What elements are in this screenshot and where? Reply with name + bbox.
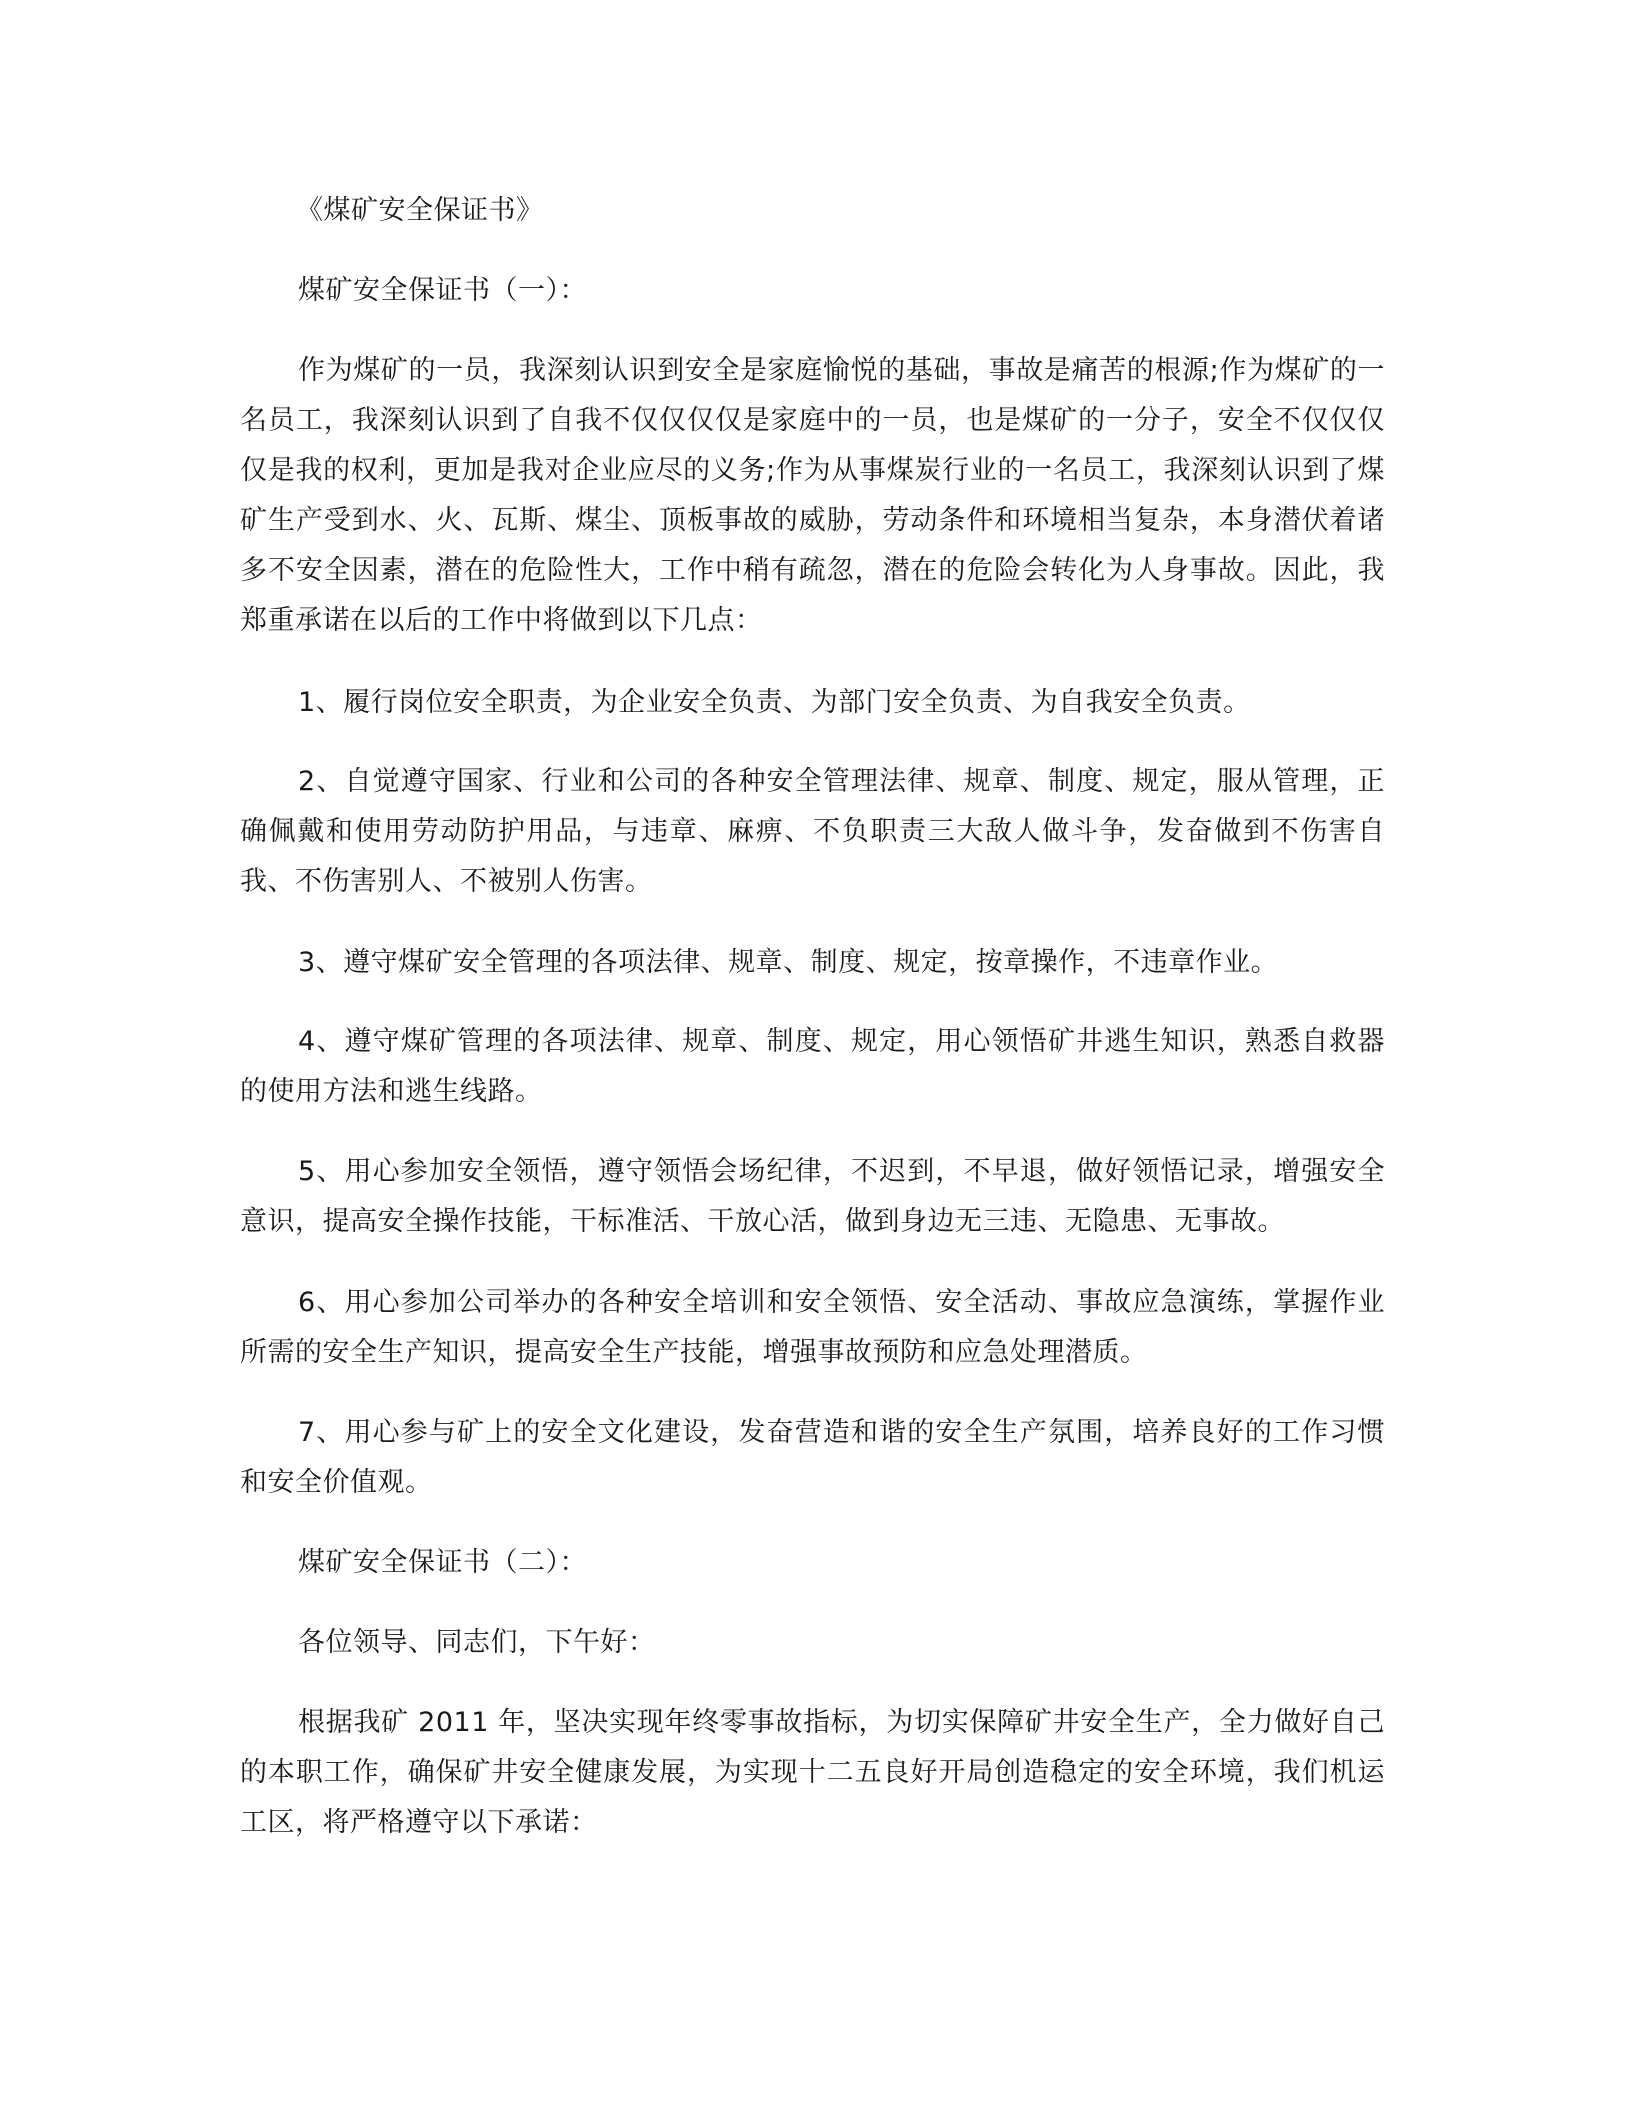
section-heading-1: 煤矿安全保证书（一）： [298,275,587,306]
commitment-item-1: 1、履行岗位安全职责，为企业安全负责、为部门安全负责、为自我安全负责。 [298,687,1251,718]
closing-paragraph: 根据我矿 2011 年，坚决实现年终零事故指标，为切实保障矿井安全生产，全力做好自己的本职工作，确保矿井安全健康发展，为实现十二五良好开局创造稳定的安全环境，我们机运工区，将严格遵守以下承诺： [240,1707,1385,1838]
section-heading-2: 煤矿安全保证书（二）： [298,1547,587,1578]
commitment-item-6: 6、用心参加公司举办的各种安全培训和安全领悟、安全活动、事故应急演练，掌握作业所需的安全生产知识，提高安全生产技能，增强事故预防和应急处理潜质。 [240,1287,1385,1368]
commitment-item-2: 2、自觉遵守国家、行业和公司的各种安全管理法律、规章、制度、规定，服从管理，正确佩戴和使用劳动防护用品，与违章、麻痹、不负职责三大敌人做斗争，发奋做到不伤害自我、不伤害别人、不被别人伤害。 [240,766,1385,897]
document-title: 《煤矿安全保证书》 [296,195,544,226]
commitment-item-5: 5、用心参加安全领悟，遵守领悟会场纪律，不迟到，不早退，做好领悟记录，增强安全意识，提高安全操作技能，干标准活、干放心活，做到身边无三违、无隐患、无事故。 [240,1156,1385,1237]
commitment-item-3: 3、遵守煤矿安全管理的各项法律、规章、制度、规定，按章操作，不违章作业。 [298,947,1279,978]
greeting-line: 各位领导、同志们，下午好： [298,1627,656,1658]
commitment-item-7: 7、用心参与矿上的安全文化建设，发奋营造和谐的安全生产氛围，培养良好的工作习惯和安全价值观。 [240,1417,1385,1498]
commitment-item-4: 4、遵守煤矿管理的各项法律、规章、制度、规定，用心领悟矿井逃生知识，熟悉自救器的使用方法和逃生线路。 [240,1026,1385,1107]
intro-paragraph: 作为煤矿的一员，我深刻认识到安全是家庭愉悦的基础，事故是痛苦的根源;作为煤矿的一名员工，我深刻认识到了自我不仅仅仅仅是家庭中的一员，也是煤矿的一分子，安全不仅仅仅仅是我的权利，更加是我对企业应尽的义务;作为从事煤炭行业的一名员工，我深刻认识到了煤矿生产受到水、火、瓦斯、煤尘、顶板事故的威胁，劳动条件和环境相当复杂，本身潜伏着诸多不安全因素，潜在的危险性大，工作中稍有疏忽，潜在的危险会转化为人身事故。因此，我郑重承诺在以后的工作中将做到以下几点： [240,355,1385,636]
